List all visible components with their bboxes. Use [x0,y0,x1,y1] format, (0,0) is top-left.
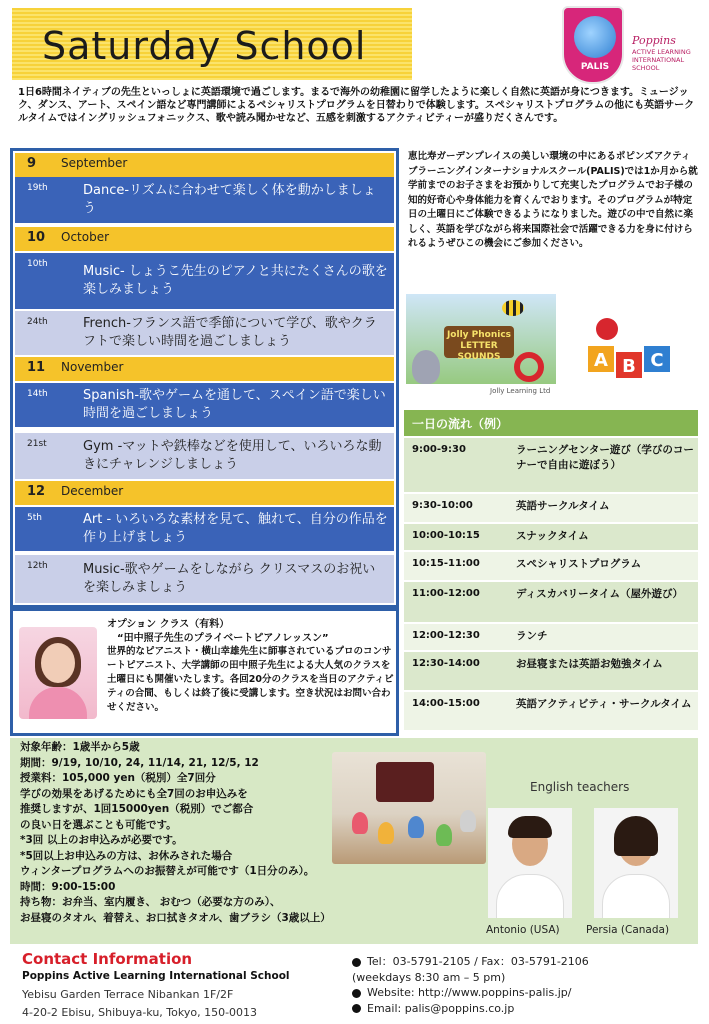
logo-subtitle: ACTIVE LEARNING INTERNATIONAL SCHOOL [632,48,691,72]
piano-icon [376,762,434,802]
schedule-activity: ラーニングセンター遊び（学びのコーナーで自由に遊ぼう） [516,444,694,471]
bullet-icon [352,1004,361,1013]
info-line: 時間：9:00-15:00 [20,880,116,893]
school-description: 恵比寿ガーデンプレイスの美しい環境の中にあるポピンズアクティブラーニングインターナショナルスクール(PALIS)では1か月から就学前までのお子さまをお預かりして充実したプログラムでお子様の知的好奇心や身体能力を育くんでおります。そのプログラムが特定日の土曜日にご体験できるようになりました。遊びの中で自然に楽しく、英語を学びながら将来国際社会で活躍できる力を身に付けられるようぜひこの機会にご参加ください。 [408,151,698,249]
info-line: 持ち物：お弁当、室内履き、 おむつ（必要な方のみ）、 [20,896,281,908]
schedule-row [404,552,698,580]
info-line: 授業料：105,000 yen（税別）全7回分 [20,772,216,784]
schedule-row [404,582,698,622]
event-description: French-フランス語で季節について学び、歌やクラフトで楽しい時間を過ごしましょう [83,316,377,349]
info-line: の良い日を選ぶことも可能です。 [20,818,177,831]
contact-address-line2: 4-20-2 Ebisu, Shibuya-ku, Tokyo, 150-0013 [22,1006,258,1019]
schedule-time: 10:15-11:00 [412,558,480,569]
abc-blocks-illustration [578,314,678,398]
event-day: 5th [27,513,42,523]
child-figure [352,812,368,834]
option-class-panel [10,608,399,736]
apple-icon [596,318,618,340]
event-row [15,507,394,551]
schedule-time: 11:00-12:00 [412,588,480,599]
info-line: ウィンタープログラムへのお振替えが可能です（1日分のみ）。 [20,865,315,877]
contact-heading: Contact Information [22,950,193,968]
event-day: 10th [27,259,48,269]
info-line: *3回 以上のお申込みが必要です。 [20,834,183,846]
bee-icon [502,300,524,316]
logo-brand: Poppins [632,34,676,47]
contact-phone: Tel：03-5791-2105 / Fax：03-5791-2106 [367,955,589,968]
event-description: Dance-リズムに合わせて楽しく体を動かしましょう [83,183,376,216]
phonics-footer: Jolly Learning Ltd [406,384,556,398]
contact-phone-row [352,954,702,970]
teacher-name: Antonio (USA) [486,924,560,936]
school-logo [562,6,702,88]
page-title: Saturday School [42,24,367,68]
event-description: Music-歌やゲームをしながら クリスマスのお祝いを楽しみましょう [83,562,376,595]
schedule-time: 14:00-15:00 [412,698,480,709]
event-row [15,177,394,223]
month-bar-december [15,481,394,505]
month-bar-october [15,227,394,251]
month-name: October [61,230,110,244]
event-row [15,311,394,355]
photo-face [41,643,75,683]
event-day: 12th [27,561,48,571]
event-day: 14th [27,389,48,399]
info-line: 推奨しますが、1回15000yen（税別）でご都合 [20,803,254,815]
schedule-activity: 英語アクティビティ・サークルタイム [516,698,692,710]
schedule-activity: ディスカバリータイム（屋外遊び） [516,588,683,600]
contact-website[interactable]: Website: http://www.poppins-palis.jp/ [367,986,572,999]
info-line: 期間：9/19, 10/10, 24, 11/14, 21, 12/5, 12 [20,756,259,769]
schedule-row [404,692,698,730]
schedule-row [404,524,698,550]
contact-details [352,954,702,1016]
teachers-heading: English teachers [530,780,630,794]
child-figure [378,822,394,844]
classroom-photo [332,752,486,864]
child-figure [436,824,452,846]
bullet-icon [352,989,361,998]
schedule-row [404,624,698,650]
jolly-phonics-illustration [406,294,556,398]
piano-teacher-photo [19,627,97,719]
month-number: 10 [27,230,46,245]
bullet-icon [352,958,361,967]
event-day: 24th [27,317,48,327]
info-line: お昼寝のタオル、着替え、お口拭きタオル、歯ブラシ（3歳以上） [20,911,331,924]
event-description: Gym -マットや鉄棒などを使用して、いろいろな動きにチャレンジしましょう [83,439,382,472]
contact-email-row [352,1001,702,1017]
block-c: C [642,344,672,374]
logo-shield-text: PALIS [580,62,610,72]
schedule-row [404,494,698,522]
daily-schedule-table [404,410,698,730]
event-description: Spanish-歌やゲームを通して、スペイン語で楽しい時間を過ごしましょう [83,388,386,421]
photo-shirt [496,874,564,918]
block-a: A [586,344,616,374]
info-line: *5回以上お申込みの方は、お休みされた場合 [20,849,233,862]
month-bar-november [15,357,394,381]
globe-icon [574,16,616,58]
schedule-activity: スナックタイム [516,530,589,542]
intro-paragraph: 1日6時間ネイティブの先生といっしょに英語環境で過ごします。まるで海外の幼稚園に留学したように楽しく自然に英語が身につきます。ミュージック、ダンス、アート、スペイン語など専門講師によるペシャリストプログラムを日替わりで体験します。スペシャリストプログラムの他にも英語サークルタイムではイングリッシュフォニックス、歌や読み聞かせなど、五感を刺激するアクティビティーが盛りだくさんです。 [18,87,695,124]
event-description: Music- しょうこ先生のピアノと共にたくさんの歌を楽しみましょう [83,264,388,297]
schedule-time: 9:00-9:30 [412,444,466,455]
contact-email[interactable]: Email: palis@poppins.co.jp [367,1001,515,1015]
event-row [15,555,394,603]
month-number: 9 [27,156,37,171]
child-figure [460,810,476,832]
event-row [15,433,394,479]
contact-website-row [352,985,702,1001]
daily-schedule-title: 一日の流れ（例） [404,410,698,436]
photo-shirt [602,874,670,918]
contact-address-line1: Yebisu Garden Terrace Nibankan 1F/2F [22,988,234,1001]
contact-organization: Poppins Active Learning International School [22,970,290,982]
schedule-time: 10:00-10:15 [412,530,480,541]
schedule-row [404,652,698,690]
option-title: オプション クラス（有料） [107,619,230,630]
mouse-icon [412,350,440,384]
schedule-time: 12:30-14:00 [412,658,480,669]
month-name: November [61,360,124,374]
photo-body [29,687,87,719]
schedule-activity: 英語サークルタイム [516,500,610,512]
event-description: Art - いろいろな素材を見て、触れて、自分の作品を作り上げましょう [83,512,388,545]
option-subtitle: “田中照子先生のプライベートピアノレッスン” [117,633,329,644]
block-b: B [614,350,644,380]
schedule-time: 9:30-10:00 [412,500,473,511]
schedule-activity: ランチ [516,630,548,642]
program-info-panel [10,738,698,944]
event-row [15,383,394,427]
phonics-sign: Jolly Phonics LETTER SOUNDS [444,326,514,358]
event-day: 19th [27,183,48,193]
schedule-activity: お昼寝または英語お勉強タイム [516,658,663,670]
info-line: 学びの効果をあげるためにも全7回のお申込みを [20,787,248,800]
photo-hair [508,816,552,838]
month-number: 11 [27,360,46,375]
month-number: 12 [27,484,46,499]
month-name: December [61,484,124,498]
event-row [15,253,394,309]
teacher-photo-persia [594,808,678,918]
schedule-row [404,438,698,492]
schedule-time: 12:00-12:30 [412,630,480,641]
logo-shield [562,6,624,84]
child-figure [408,816,424,838]
contact-hours: (weekdays 8:30 am – 5 pm) [352,970,506,984]
info-line: 対象年齢：1歳半から5歳 [20,741,140,753]
month-bar-september [15,153,394,177]
schedule-panel [10,148,399,608]
event-day: 21st [27,439,47,449]
snake-icon [514,352,544,382]
teacher-name: Persia (Canada) [586,924,670,936]
option-description: 世界的なピアニスト・横山幸雄先生に師事されているプロのコンサートピアニスト、大学講師の田中照子先生による大人気のクラスを土曜日にも開催いたします。各回20分のクラスを当日のアクティビティの合間、もしくは終了後に受講します。空き状況はお問い合わせください。 [107,646,394,713]
photo-hair [614,816,658,856]
month-name: September [61,156,128,170]
schedule-activity: スペシャリストプログラム [516,558,642,570]
teacher-photo-antonio [488,808,572,918]
title-banner [12,8,412,80]
